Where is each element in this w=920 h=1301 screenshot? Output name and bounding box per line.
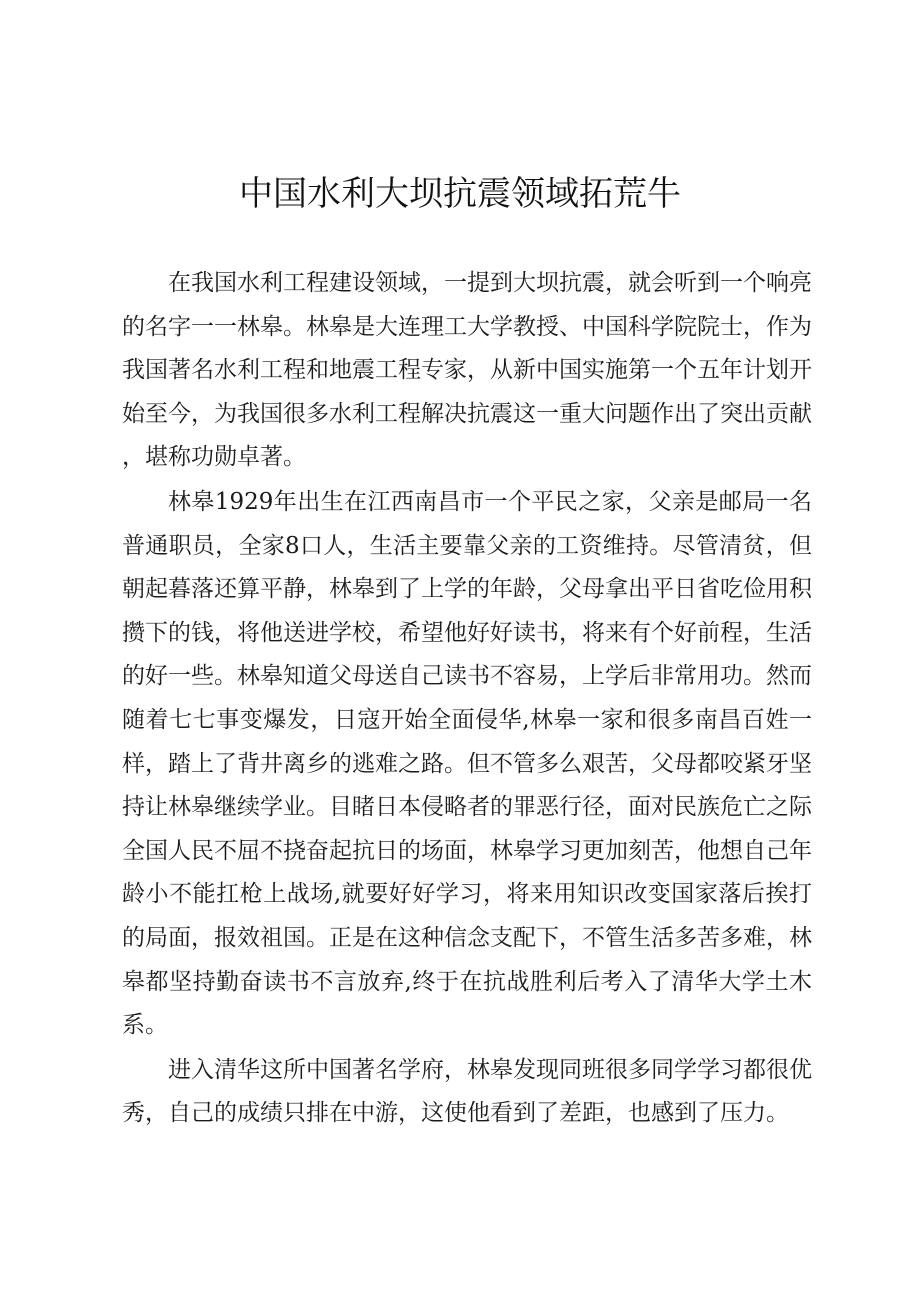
paragraph-2: 林皋1929年出生在江西南昌市一个平民之家，父亲是邮局一名普通职员，全家8口人，生活主要靠父亲的工资维持。尽管清贫，但朝起暮落还算平静，林皋到了上学的年龄，父母拿出平日省吃俭用积攒下的钱，将他送进学校，希望他好好读书，将来有个好前程，生活的好一些。林皋知道父母送自己读书不容易，上学后非常用功。然而随着七七事变爆发，日寇开始全面侵华,林皋一家和很多南昌百姓一样，踏上了背井离乡的逃难之路。但不管多么艰苦，父母都咬紧牙坚持让林皋继续学业。目睹日本侵略者的罪恶行径，面对民族危亡之际全国人民不屈不挠奋起抗日的场面，林皋学习更加刻苦，他想自己年龄小不能扛枪上战场,就要好好学习，将来用知识改变国家落后挨打的局面，报效祖国。正是在这种信念支配下，不管生活多苦多难，林皋都坚持勤奋读书不言放弃,终于在抗战胜利后考入了清华大学土木系。: [122, 488, 812, 1039]
article-title: 中国水利大坝抗震领域拓荒牛: [239, 174, 681, 214]
article-body: [122, 262, 812, 1136]
paragraph-3: 进入清华这所中国著名学府，林皋发现同班很多同学学习都很优秀，自己的成绩只排在中游，这使他看到了差距，也感到了压力。: [122, 1056, 812, 1127]
paragraph-1: 在我国水利工程建设领域，一提到大坝抗震，就会听到一个响亮的名字一一林皋。林皋是大连理工大学教授、中国科学院院士，作为我国著名水利工程和地震工程专家，从新中国实施第一个五年计划开始至今，为我国很多水利工程解决抗震这一重大问题作出了突出贡献，堪称功勋卓著。: [122, 270, 812, 471]
